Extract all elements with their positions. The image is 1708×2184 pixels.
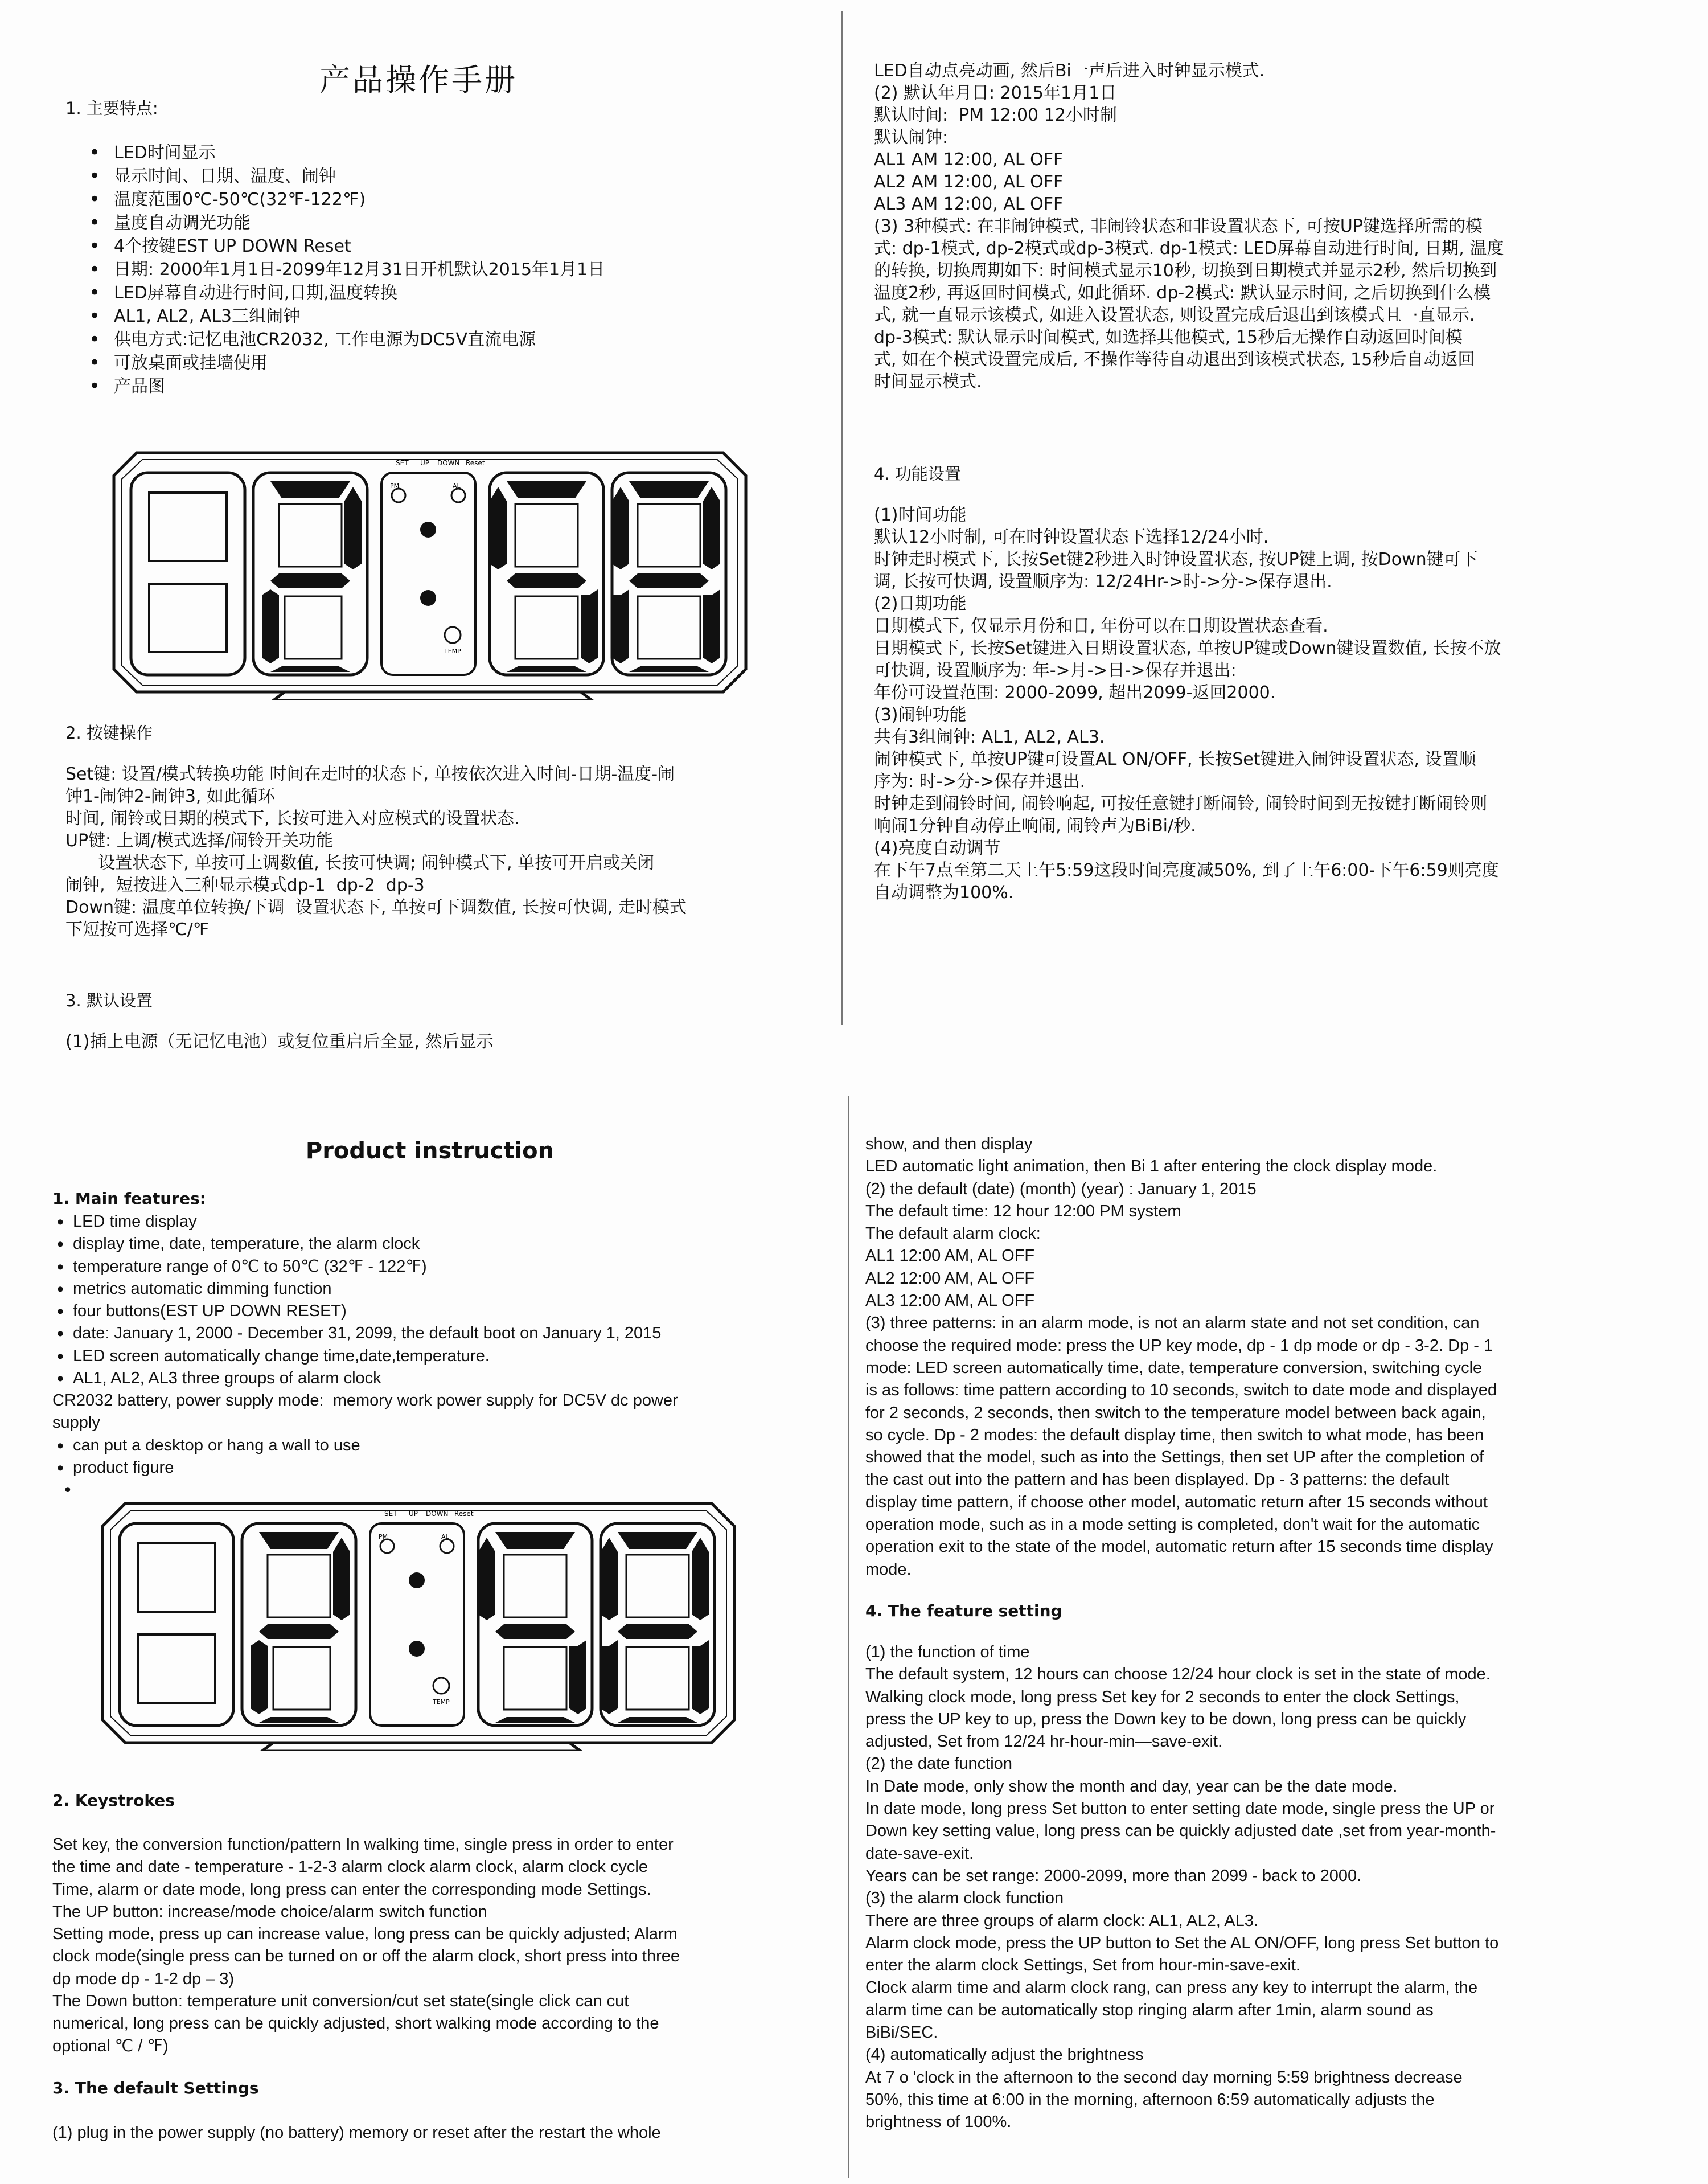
en-section1-heading: 1. Main features: <box>52 1189 206 1208</box>
up-button-label: UP <box>409 1510 418 1518</box>
en-section3-text: (1) plug in the power supply (no battery) memory or reset after the restart the whole <box>52 2124 661 2142</box>
clock-body-en <box>102 1503 734 1751</box>
en-feature-item: • display time, date, temperature, the alarm clock <box>52 1233 838 1255</box>
temp-label: TEMP <box>433 1698 450 1706</box>
cn-feature-item: • 日期: 2000年1月1日-2099年12月31日开机默认2015年1月1日 <box>68 258 808 281</box>
al-label: AL <box>441 1533 449 1540</box>
cn-feature-item: • 温度范围0℃-50℃(32℉-122℉) <box>68 188 808 211</box>
en-title: Product instruction <box>305 1138 555 1164</box>
column-divider-bottom <box>848 1096 849 2178</box>
cn-feature-item: • 显示时间、日期、温度、闹钟 <box>68 165 808 188</box>
set-button-label: SET <box>396 459 409 467</box>
en-section2-text: Set key, the conversion function/pattern In walking time, single press in order to enter the time and date - temperature - 1-2-3 alarm clock alarm clock, alarm clock cycle Time, alarm or date mode, long press can enter the corresponding mode Settings. The UP button: increase/mode choice/alarm switch function Setting mode, press up can increase value, long press can be quickly adjusted; Alarm clock mode(single press can be turned on or off the alarm clock, short press into three dp mode dp - 1-2 dp – 3) The Down button: temperature unit conversion/cut set state(single click can cut numerical, long press can be quickly adjusted, short walking mode according to the optional ℃ / ℉) <box>52 1835 680 2055</box>
center-panel <box>381 459 485 675</box>
clock-body-cn <box>114 453 746 700</box>
reset-button-label: Reset <box>454 1510 474 1518</box>
cn-feature-item: • 量度自动调光功能 <box>68 211 808 235</box>
en-section3-heading: 3. The default Settings <box>52 2079 259 2097</box>
en-features-list-b <box>52 1435 838 1480</box>
en-feature-item: • LED screen automatically change time,date,temperature. <box>52 1345 838 1367</box>
cn-title: 产品操作手册 <box>319 62 518 98</box>
column-divider-top <box>841 11 843 1025</box>
cn-section2-heading: 2. 按键操作 <box>65 723 153 743</box>
cn-section4-text: (1)时间功能 默认12小时制, 可在时钟设置状态下选择12/24小时. 时钟走时模式下, 长按Set键2秒进入时钟设置状态, 按UP键上调, 按Down键可下 调, 长按可快调, 设置顺序为: 12/24Hr->时->分->保存退出. (2)日期功能 日期模式下, 仅显示月份和日, 年份可以在日期设置状态查看. 日期模式下, 长按Set键进入日期设置状态, 单按UP键或Down键设置数值, 长按不放 可快调, 设置顺序为: 年->月->日->保存并退出: 年份可设置范围: 2000-2099, 超出2099-返回2000. (3)闹钟功能 共有3组闹钟: AL1, AL2, AL3. 闹钟模式下, 单按UP键可设置AL ON/OFF, 长按Set键进入闹钟设置状态, 设置顺 序为: 时->分->保存并退出. 时钟走到闹铃时间, 闹铃响起, 可按任意键打断闹铃, 闹铃时间到无按键打断闹铃则 响闹1分钟自动停止响闹, 闹铃声为BiBi/秒. (4)亮度自动调节 在下午7点至第二天上午5:59这段时间亮度减50%, 到了上午6:00-下午6:59则亮度 自动调整为100%. <box>874 505 1501 903</box>
pm-label: PM <box>390 482 400 490</box>
en-feature-item: • can put a desktop or hang a wall to use <box>52 1435 838 1457</box>
en-battery-line: CR2032 battery, power supply mode: memory work power supply for DC5V dc power supply <box>52 1391 678 1432</box>
en-feature-item: • metrics automatic dimming function <box>52 1278 838 1300</box>
cn-feature-item: • 产品图 <box>68 375 808 398</box>
en-bullet-empty: • <box>63 1481 73 1501</box>
pm-label: PM <box>379 1533 388 1540</box>
up-button-label: UP <box>420 459 430 467</box>
en-feature-item: • product figure <box>52 1457 838 1479</box>
set-button-label: SET <box>384 1510 397 1518</box>
cn-section1-heading: 1. 主要特点: <box>65 99 158 118</box>
cn-feature-item: • 4个按键EST UP DOWN Reset <box>68 235 808 258</box>
center-panel <box>370 1510 474 1726</box>
digit-3-filled <box>478 1523 592 1726</box>
digit-1-outline <box>131 473 245 675</box>
cn-section3-heading: 3. 默认设置 <box>65 991 153 1010</box>
temp-label: TEMP <box>444 648 461 655</box>
en-right-text: show, and then display LED automatic light animation, then Bi 1 after entering the clock display mode. (2) the default (date) (month) (year) : January 1, 2015 The default time: 12 hour 12:00 PM system The default alarm clock: AL1 12:00 AM, AL OFF AL2 12:00 AM, AL OFF AL3 12:00 AM, AL OFF (3) three patterns: in an alarm mode, is not an alarm state and not set condition, can choose the required mode: press the UP key mode, dp - 1 dp mode or dp - 3-2. Dp - 1 mode: LED screen automatically time, date, temperature conversion, switching cycle is as follows: time pattern according to 10 seconds, switch to date mode and displayed for 2 seconds, 2 seconds, then switch to the temperature model between back again, so cycle. Dp - 2 modes: the default display time, then switch to what mode, has been showed that the model, such as into the Settings, then set UP after the completion of the cast out into the pattern and has been displayed. Dp - 3 patterns: the default display time pattern, if choose other model, automatic return after 15 seconds without operation mode, such as in a mode setting is completed, don't wait for the automatic operation exit to the state of the model, automatic return after 15 seconds time display mode. <box>865 1135 1497 1579</box>
digit-2-filled <box>242 1523 356 1726</box>
digit-2-filled <box>253 473 367 675</box>
en-feature-item: • LED time display <box>52 1211 838 1233</box>
en-section4-heading: 4. The feature setting <box>865 1601 1062 1620</box>
en-feature-item: • AL1, AL2, AL3 three groups of alarm clock <box>52 1367 838 1390</box>
cn-section4-heading: 4. 功能设置 <box>874 464 961 483</box>
cn-section3-text: (1)插上电源（无记忆电池）或复位重启后全显, 然后显示 <box>65 1032 494 1052</box>
digit-4-filled <box>601 1523 715 1726</box>
en-feature-item: • date: January 1, 2000 - December 31, 2099, the default boot on January 1, 2015 <box>52 1322 838 1345</box>
digit-3-filled <box>490 473 603 675</box>
al-label: AL <box>453 482 461 490</box>
down-button-label: DOWN <box>426 1510 449 1518</box>
en-feature-item: • temperature range of 0℃ to 50℃ (32℉ - 122℉) <box>52 1256 838 1278</box>
en-section4-text: (1) the function of time The default system, 12 hours can choose 12/24 hour clock is set in the state of mode. Walking clock mode, long press Set key for 2 seconds to enter the clock Settings, press the UP key to up, press the Down key to be down, long press can be quickly adjusted, Set from 12/24 hr-hour-min—save-exit. (2) the date function In Date mode, only show the month and day, year can be the date mode. In date mode, long press Set button to enter setting date mode, single press the UP or Down key setting value, long press can be quickly adjusted date ,set from year-month- date-save-exit. Years can be set range: 2000-2099, more than 2099 - back to 2000. (3) the alarm clock function There are three groups of alarm clock: AL1, AL2, AL3. Alarm clock mode, press the UP button to Set the AL ON/OFF, long press Set button to enter the alarm clock Settings, Set from hour-min-save-exit. Clock alarm time and alarm clock rang, can press any key to interrupt the alarm, the alarm time can be automatically stop ringing alarm after 1min, alarm sound as BiBi/SEC. (4) automatically adjust the brightness At 7 o 'clock in the afternoon to the second day morning 5:59 brightness decrease 50%, this time at 6:00 in the morning, afternoon 6:59 automatically adjusts the brightness of 100%. <box>865 1643 1499 2132</box>
cn-feature-item: • LED屏幕自动进行时间,日期,温度转换 <box>68 281 808 305</box>
cn-right-text: LED自动点亮动画, 然后Bi一声后进入时钟显示模式. (2) 默认年月日: 2015年1月1日 默认时间: PM 12:00 12小时制 默认闹钟: AL1 AM 12:00, AL OFF AL2 AM 12:00, AL OFF AL3 AM 12:00, AL OFF (3) 3种模式: 在非闹钟模式, 非闹铃状态和非设置状态下, 可按UP键选择所需的模 式: dp-1模式, dp-2模式或dp-3模式. dp-1模式: LED屏幕自动进行时间, 日期, 温度 的转换, 切换周期如下: 时间模式显示10秒, 切换到日期模式并显示2秒, 然后切换到 温度2秒, 再返回时间模式, 如此循环. dp-2模式: 默认显示时间, 之后切换到什么模 式, 就一直显示该模式, 如进入设置状态, 则设置完成后退出到该模式且 ·直显示. dp-3模式: 默认显示时间模式, 如选择其他模式, 15秒后无操作自动返回时间模 式, 如在个模式设置完成后, 不操作等待自动退出到该模式状态, 15秒后自动返回 时间显示模式. <box>874 61 1504 392</box>
digit-4-filled <box>612 473 726 675</box>
cn-feature-item: • AL1, AL2, AL3三组闹钟 <box>68 305 808 328</box>
cn-features-list <box>68 141 808 398</box>
cn-feature-item: • 可放桌面或挂墙使用 <box>68 351 808 375</box>
product-figure-cn <box>108 447 752 700</box>
product-figure-en <box>97 1498 740 1751</box>
down-button-label: DOWN <box>437 459 460 467</box>
digit-1-outline <box>120 1523 233 1726</box>
en-features-list-a <box>52 1211 838 1390</box>
cn-feature-item: • LED时间显示 <box>68 141 808 165</box>
en-feature-item: • four buttons(EST UP DOWN RESET) <box>52 1300 838 1322</box>
cn-section2-text: Set键: 设置/模式转换功能 时间在走时的状态下, 单按依次进入时间-日期-温度-闹 钟1-闹钟2-闹钟3, 如此循环 时间, 闹铃或日期的模式下, 长按可进入对应模式的设置状态. UP键: 上调/模式选择/闹铃开关功能 设置状态下, 单按可上调数值, 长按可快调; 闹钟模式下, 单按可开启或关闭 闹钟, 短按进入三种显示模式dp-1 dp-2 dp-3 Down键: 温度单位转换/下调 设置状态下, 单按可下调数值, 长按可快调, 走时模式 下短按可选择℃/℉ <box>65 764 687 940</box>
cn-feature-item: • 供电方式:记忆电池CR2032, 工作电源为DC5V直流电源 <box>68 328 808 351</box>
reset-button-label: Reset <box>466 459 485 467</box>
en-section2-heading: 2. Keystrokes <box>52 1791 175 1810</box>
